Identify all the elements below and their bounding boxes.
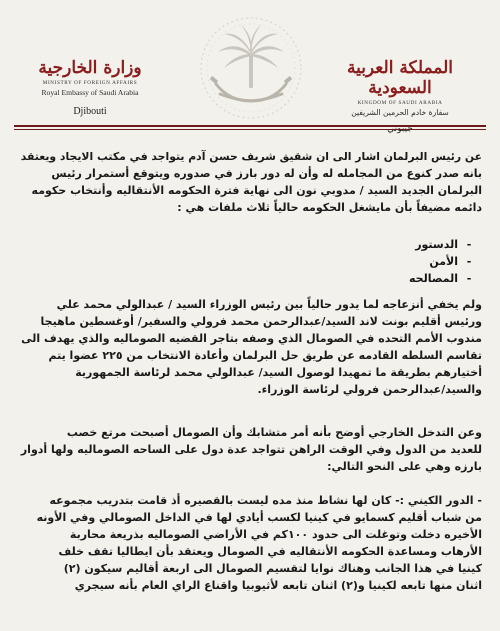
paragraph-line: اثنان منها تابعه لكينيا و(٢) اثنان تابعه لأثيوبيا واقناع الراي العام بأنه سيجري bbox=[74, 579, 482, 592]
list-item-label: الدستور bbox=[415, 238, 458, 251]
paragraph-foreign-intervention bbox=[20, 424, 482, 475]
paragraph-line: الأرهاب ومساعدة الحكومه الأنتقاليه في الصومال ويعتقد بأن ايطاليا تقف خلف bbox=[58, 545, 482, 558]
kingdom-arabic-title: المملكة العربية السعودية bbox=[346, 58, 454, 98]
paragraph-line: عن رئيس البرلمان اشار الى ان شقيق شريف حسن آدم يتواجد في مكتب الايجاد ويعتقد bbox=[20, 150, 482, 163]
list-bullet: - bbox=[466, 238, 472, 251]
paragraph-line: الأخيره دخلت وتوغلت الى حدود ١٠٠كم في الأراضي الصوماليه بذريعة محاربة bbox=[69, 528, 482, 541]
paragraph-line: من شباب أقليم كسمايو في كينيا لكسب أيادي لها في الداخل الصومالي وفي الأونه bbox=[36, 511, 482, 524]
paragraph-line: ولم يخفي أنزعاجه لما يدور حالياً بين رئيس الوزراء السيد / عبدالولي محمد علي bbox=[56, 298, 482, 311]
paragraph-line: بارزه وهي على النحو التالي: bbox=[327, 460, 482, 473]
list-item bbox=[300, 253, 480, 270]
embassy-arabic-name: سفارة خادم الحرمين الشريفين bbox=[351, 108, 449, 117]
letterhead-kingdom-block bbox=[325, 58, 475, 134]
paragraph-line: ورئيس أقليم بونت لاند السيد/عبدالرحمن محمد فرولي والسفير/ أوغسطين ماهيجا bbox=[40, 315, 482, 328]
paragraph-line-text: الدور الكيني :- كان لها نشاط منذ مده ليست بالقصيره أذ قامت بتدريب مجموعه bbox=[49, 494, 474, 507]
embassy-english-name: Royal Embassy of Saudi Arabia bbox=[41, 88, 139, 97]
paragraph-line: مندوب الأمم التحده في الصومال الذي وصفه بتاجر القضيه الصوماليه والذي يهدف الى bbox=[21, 332, 482, 345]
paragraph-line: تقاسم السلطه القادمه عن طريق حل البرلمان وأعادة الانتخاب من ٢٢٥ عضوا يتم bbox=[48, 349, 482, 362]
list-bullet: - bbox=[466, 255, 472, 268]
list-item bbox=[300, 270, 480, 287]
paragraph-line bbox=[20, 492, 482, 509]
header-divider-thin bbox=[14, 129, 486, 130]
city-arabic: جيبوتي bbox=[387, 124, 413, 134]
paragraph-parliament bbox=[20, 148, 482, 216]
paragraph-line: للعديد من الدول وفي الوقت الراهن تتواجد عدة دول على الساحه الصوماليه ولها أدوار bbox=[20, 443, 482, 456]
paragraph-line: كينيا في هذا الجانب وهناك نوايا لتقسيم الصومال الى اربعة أقاليم سيكون (٢) bbox=[63, 562, 482, 575]
paragraph-line: بانه صدر كنوع من المجامله له وأن له دور بارز في صدوره ويتوقع أستمرار رئيس bbox=[51, 167, 482, 180]
header-divider-thick bbox=[14, 125, 486, 127]
list-bullet: - bbox=[466, 272, 472, 285]
ministry-arabic-title: وزارة الخارجية bbox=[38, 58, 142, 78]
saudi-palm-swords-emblem-icon bbox=[196, 14, 306, 122]
files-list bbox=[300, 236, 480, 287]
paragraph-line: أختيارهم بطريقة ما تمهيدا لوصول السيد/ عبدالولي محمد لرئاسة الجمهورية bbox=[75, 366, 482, 379]
paragraph-kenyan-role bbox=[20, 492, 482, 594]
paragraph-line: وعن التدخل الخارجي أوضح بأنه أمر متشابك وأن الصومال أصبحت مرتع خصب bbox=[66, 426, 482, 439]
paragraph-power-sharing bbox=[20, 296, 482, 398]
list-item bbox=[300, 236, 480, 253]
list-item-label: الأمن bbox=[429, 255, 458, 268]
ministry-english-title: MINISTRY OF FOREIGN AFFAIRS bbox=[42, 80, 138, 86]
paragraph-line: والسيد/عبدالرحمن فرولي لرئاسة الوزراء. bbox=[257, 383, 482, 396]
kingdom-english-title: KINGDOM OF SAUDI ARABIA bbox=[357, 100, 443, 106]
list-item-label: المصالحه bbox=[409, 272, 458, 285]
letterhead-ministry-block bbox=[20, 58, 160, 117]
paragraph-line: دائمه مضيفاً بأن مايشغل الحكومه حالياً ثلاث ملفات هي : bbox=[177, 201, 482, 214]
paragraph-line: البرلمان الجديد السيد / مدوبي نون الى نهاية فترة الحكومه الأنتقاليه وأنتخاب حكومه bbox=[31, 184, 482, 197]
list-bullet: - bbox=[477, 494, 482, 507]
city-english: Djibouti bbox=[73, 106, 107, 117]
